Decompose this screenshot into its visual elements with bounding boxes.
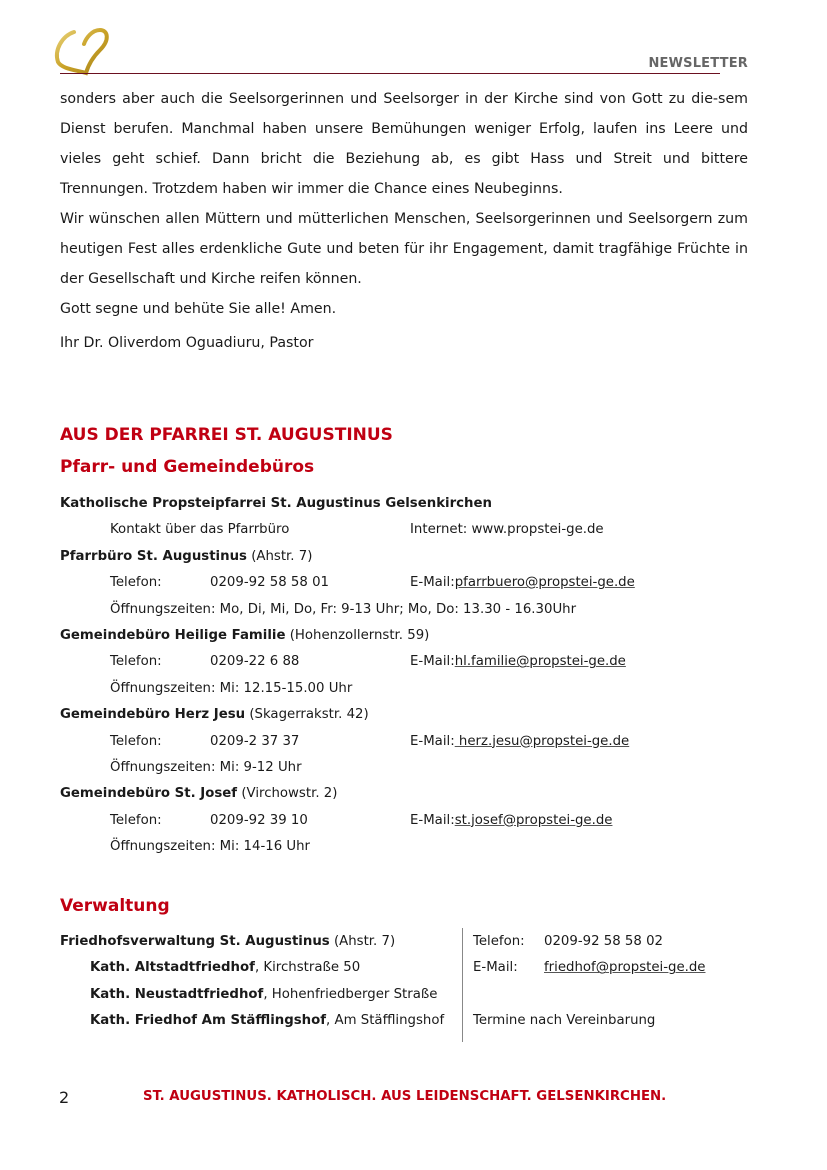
office-contacts [60, 491, 760, 860]
phone-number: 0209-92 58 58 01 [210, 575, 329, 591]
phone-number: 0209-2 37 37 [210, 733, 300, 749]
office-name: Pfarrbüro St. Augustinus [60, 548, 247, 564]
office-name: Gemeindebüro Heilige Familie [60, 627, 286, 643]
cemetery-item [60, 982, 444, 1008]
letter-blessing: Gott segne und behüte Sie alle! Amen. [60, 301, 337, 317]
office-address: (Virchowstr. 2) [241, 786, 338, 802]
office-phone-row [60, 649, 760, 675]
cemetery-address: , Am Stäfflingshof [326, 1013, 445, 1029]
appointments-row [473, 1008, 705, 1034]
cemetery-name: Kath. Friedhof Am Stäfflingshof [90, 1013, 327, 1029]
header-divider [60, 73, 720, 74]
office-hours-row [60, 597, 760, 623]
cemetery-address: , Kirchstraße 50 [254, 960, 361, 976]
page-number: 2 [59, 1088, 70, 1107]
cemetery-contact [473, 929, 705, 1035]
letter-signature: Ihr Dr. Oliverdom Oguadiuru, Pastor [60, 335, 314, 351]
office-name: Gemeindebüro Herz Jesu [60, 707, 246, 723]
section-subtitle: Pfarr- und Gemeindebüros [60, 457, 315, 477]
cemetery-office-name: Friedhofsverwaltung St. Augustinus [60, 934, 330, 949]
cemetery-phone-row [473, 929, 705, 955]
email-field [410, 649, 626, 675]
office-header [60, 623, 760, 649]
cemetery-office-row [60, 929, 444, 955]
office-phone-row [60, 808, 760, 834]
phone-number: 0209-92 39 10 [210, 812, 308, 828]
opening-hours: Öffnungszeiten: Mi: 14-16 Uhr [110, 839, 311, 855]
cemetery-name: Kath. Neustadtfriedhof [90, 986, 264, 1002]
gold-heart-logo-icon [52, 26, 114, 76]
section-label: NEWSLETTER [648, 56, 748, 71]
office-hours-row [60, 676, 760, 702]
office-address: (Hohenzollernstr. 59) [289, 627, 430, 643]
opening-hours: Öffnungszeiten: Mo, Di, Mi, Do, Fr: 9-13 Uhr; Mo, Do: 13.30 - 16.30Uhr [110, 601, 577, 617]
phone-label: Telefon: [473, 934, 525, 949]
email-link[interactable]: pfarrbuero@propstei-ge.de [454, 575, 635, 591]
cemetery-office-address: (Ahstr. 7) [333, 934, 396, 949]
email-link[interactable]: hl.familie@propstei-ge.de [454, 654, 626, 670]
letter-paragraph: sonders aber auch die Seelsorgerinnen und Seelsorger in der Kirche sind von Gott zu die-sem Dienst berufen. Manchmal haben unsere Bemühungen weniger Erfolg, laufen ins Leere und vieles geht schief. Dann bricht die Beziehung ab, es gibt Hass und Streit und bittere Trennungen. Trotzdem haben wir immer die Chance eines Neubeginns. [60, 91, 748, 197]
section-title: AUS DER PFARREI ST. AUGUSTINUS [60, 425, 393, 445]
office-header [60, 702, 760, 728]
email-label: E-Mail: [410, 812, 455, 828]
cemetery-item [60, 955, 444, 981]
office-header [60, 544, 760, 570]
office-hours-row [60, 834, 760, 860]
office-address: (Skagerrakstr. 42) [249, 707, 369, 723]
email-link[interactable]: st.josef@propstei-ge.de [454, 812, 613, 828]
cemetery-item [60, 1008, 444, 1034]
email-field [410, 729, 629, 755]
email-label: E-Mail: [410, 654, 455, 670]
contact-note: Kontakt über das Pfarrbüro [110, 522, 290, 538]
opening-hours: Öffnungszeiten: Mi: 9-12 Uhr [110, 759, 302, 775]
phone-label: Telefon: [110, 733, 162, 749]
phone-number: 0209-92 58 58 02 [544, 934, 663, 949]
email-label: E-Mail: [410, 733, 455, 749]
letter-paragraph: Wir wünschen allen Müttern und mütterlichen Menschen, Seelsorgerinnen und Seelsorgern zum heutigen Fest alles erdenkliche Gute und beten für ihr Engagement, damit tragfähige Früchte in der Gesellschaft und Kirche reifen können. [60, 211, 748, 287]
office-name: Gemeindebüro St. Josef [60, 786, 238, 802]
office-header [60, 781, 760, 807]
opening-hours: Öffnungszeiten: Mi: 12.15-15.00 Uhr [110, 680, 353, 696]
letter-body [60, 84, 748, 324]
phone-label: Telefon: [110, 575, 162, 591]
parish-name-row [60, 491, 760, 517]
email-link[interactable]: herz.jesu@propstei-ge.de [454, 733, 630, 749]
parish-contact-row [60, 517, 760, 543]
cemetery-address: , Hohenfriedberger Straße [263, 986, 438, 1002]
footer-slogan: ST. AUGUSTINUS. KATHOLISCH. AUS LEIDENSCHAFT. GELSENKIRCHEN. [143, 1089, 667, 1104]
phone-label: Telefon: [110, 812, 162, 828]
office-hours-row [60, 755, 760, 781]
phone-label: Telefon: [110, 654, 162, 670]
cemetery-email-row [473, 955, 705, 981]
spacer-row [473, 982, 705, 1008]
office-phone-row [60, 570, 760, 596]
office-address: (Ahstr. 7) [251, 548, 313, 564]
phone-number: 0209-22 6 88 [210, 654, 300, 670]
cemetery-administration [60, 929, 444, 1035]
email-link[interactable]: friedhof@propstei-ge.de [544, 960, 706, 976]
email-label: E-Mail: [473, 960, 518, 976]
cemetery-name: Kath. Altstadtfriedhof [90, 960, 255, 976]
email-field [410, 808, 612, 834]
email-label: E-Mail: [410, 575, 455, 591]
verwaltung-title: Verwaltung [60, 896, 170, 916]
parish-name: Katholische Propsteipfarrei St. Augustinus Gelsenkirchen [60, 496, 492, 511]
column-divider [462, 928, 463, 1042]
office-phone-row [60, 729, 760, 755]
email-field [410, 570, 635, 596]
appointments-note: Termine nach Vereinbarung [473, 1013, 656, 1029]
internet-link[interactable]: Internet: www.propstei-ge.de [410, 522, 604, 538]
